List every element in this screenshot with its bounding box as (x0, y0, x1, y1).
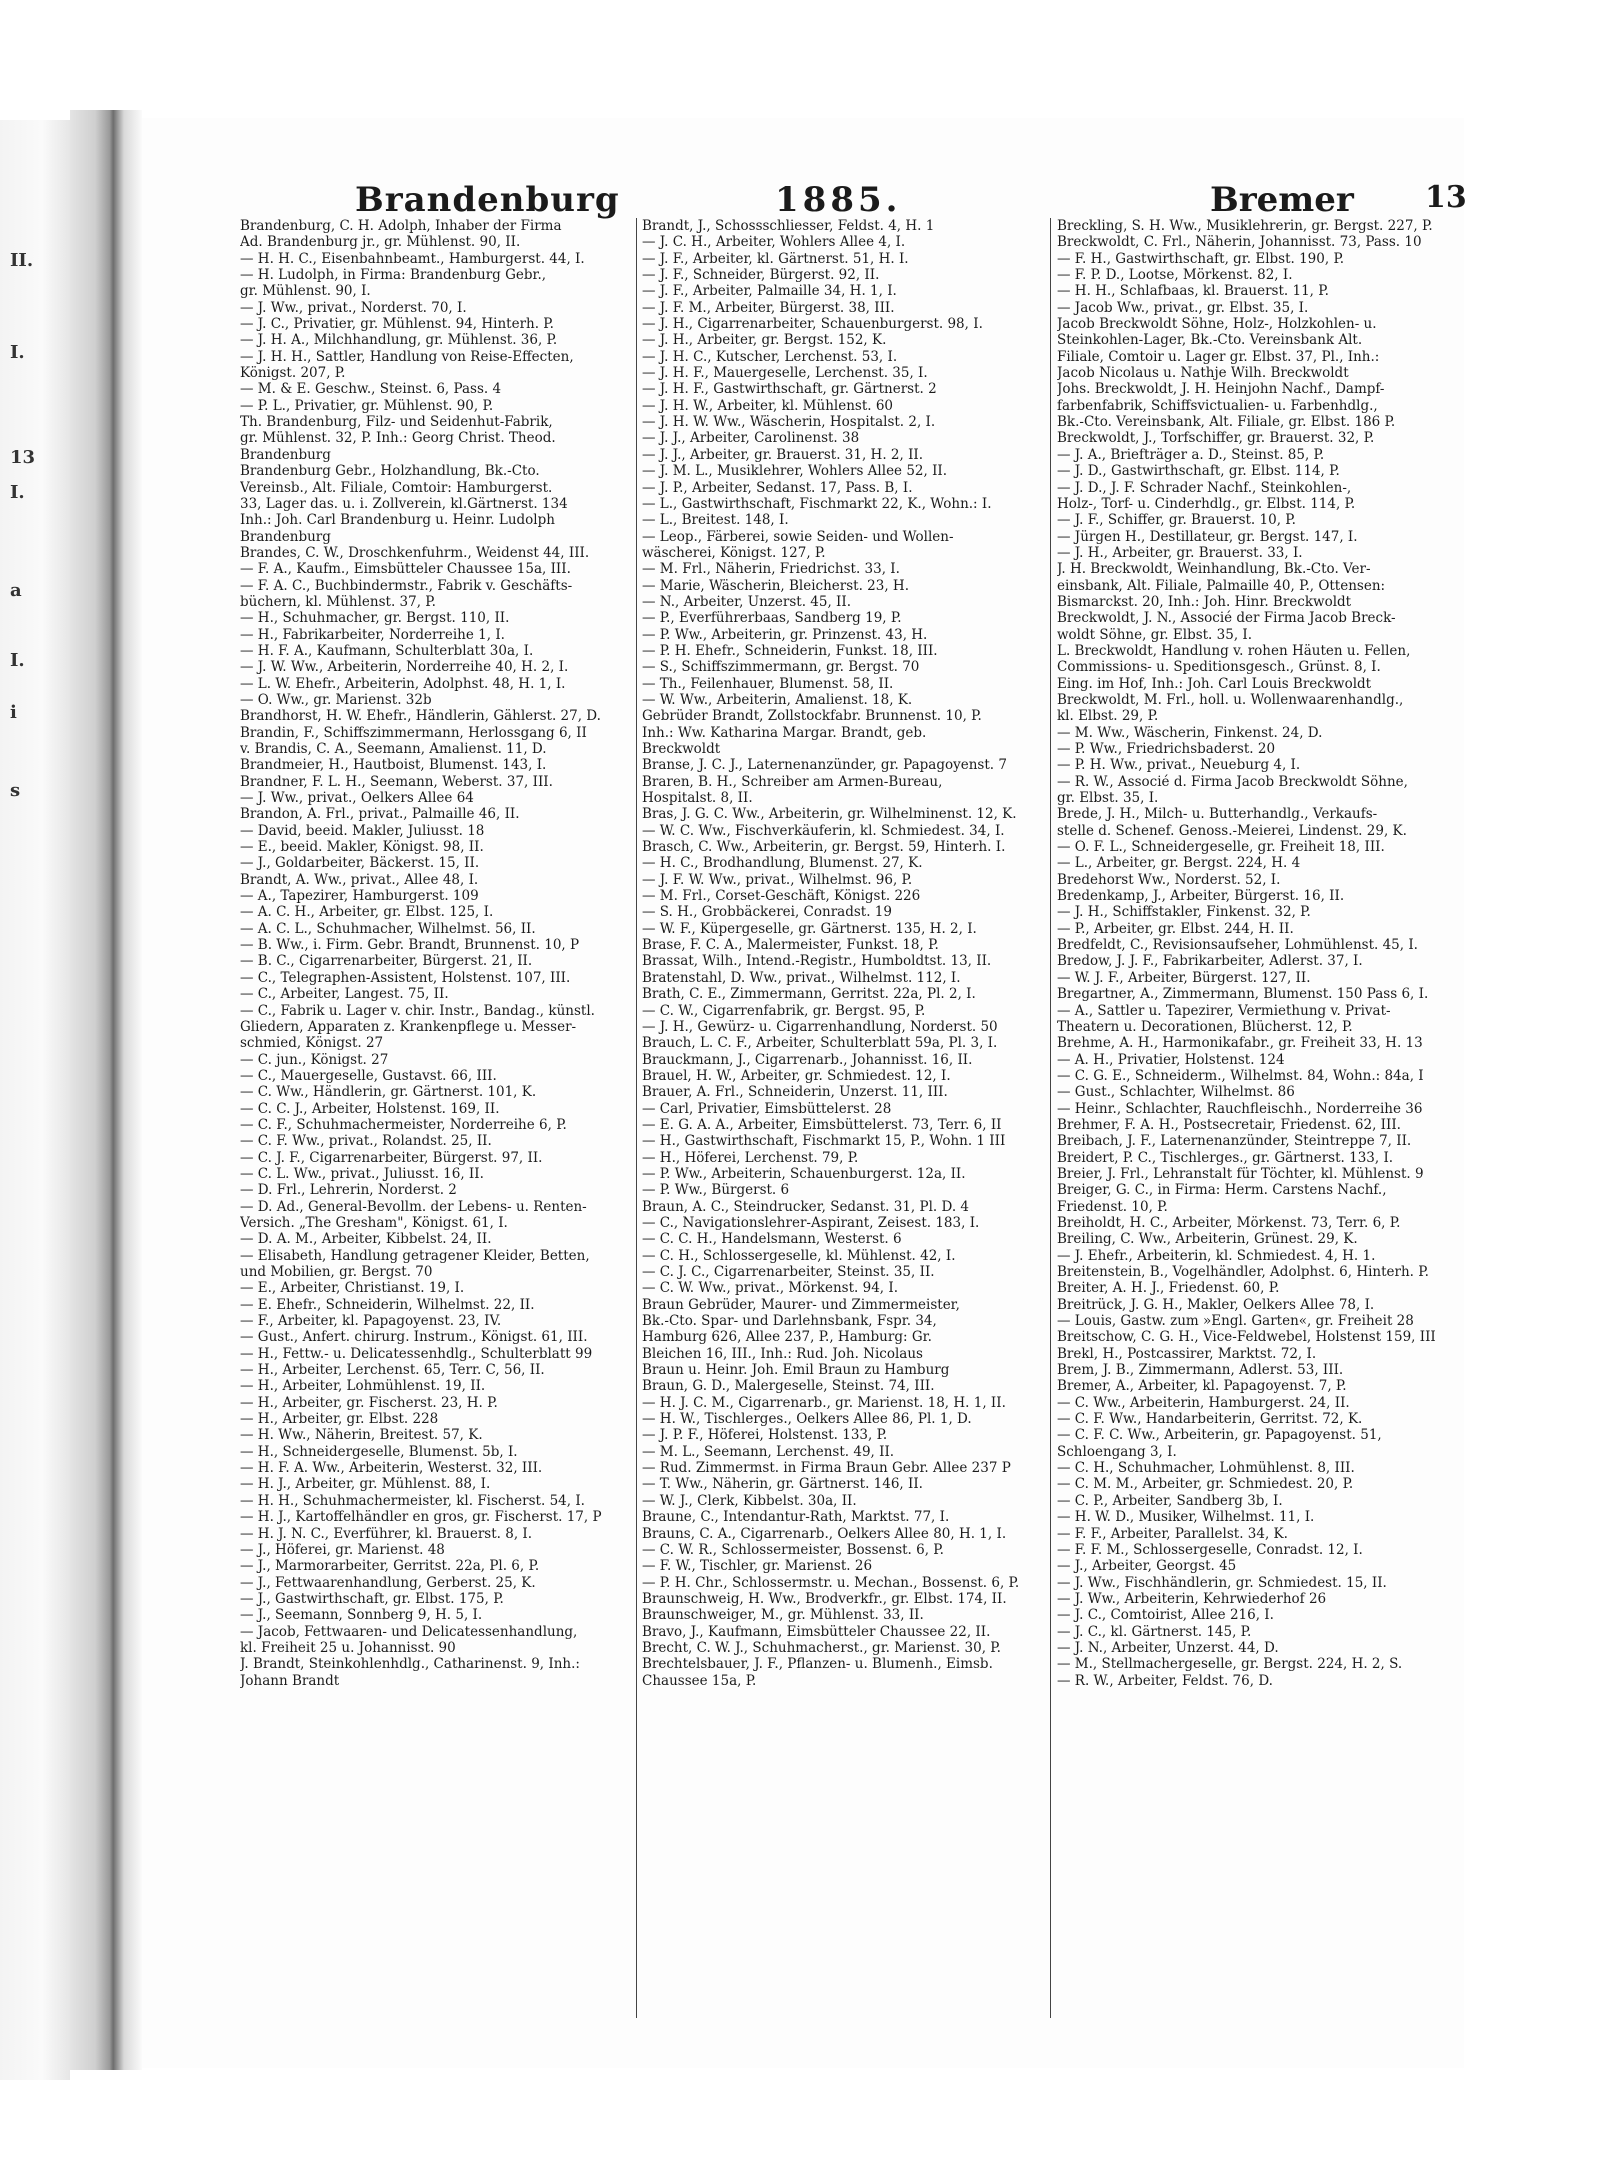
directory-line: — Louis, Gastw. zum »Engl. Garten«, gr. Freiheit 28 (1057, 1313, 1414, 1330)
directory-line: — C. C. J., Arbeiter, Holstenst. 169, II. (240, 1100, 500, 1117)
directory-line: Holz-, Torf- u. Cinderhdlg., gr. Elbst. 114, P. (1057, 495, 1356, 512)
directory-line: — J., Gastwirthschaft, gr. Elbst. 175, P. (240, 1590, 504, 1607)
directory-line: Eing. im Hof, Inh.: Joh. Carl Louis Breckwoldt (1057, 675, 1372, 692)
directory-line: — H. J., Arbeiter, gr. Mühlenst. 88, I. (240, 1476, 491, 1493)
directory-line: Breibach, J. F., Laternenanzünder, Steintreppe 7, II. (1057, 1133, 1412, 1150)
directory-line: — J. H., Arbeiter, gr. Brauerst. 33, I. (1057, 544, 1303, 561)
directory-line: L. Breckwoldt, Handlung v. rohen Häuten u. Fellen, (1057, 642, 1411, 659)
directory-line: — J. H. F., Gastwirthschaft, gr. Gärtnerst. 2 (642, 381, 937, 398)
directory-line: — J. H. H., Sattler, Handlung von Reise-Effecten, (240, 348, 574, 365)
directory-line: — C. Ww., Händlerin, gr. Gärtnerst. 101, K. (240, 1084, 537, 1101)
directory-line: Breier, J. Frl., Lehranstalt für Töchter, kl. Mühlenst. 9 (1057, 1165, 1424, 1182)
directory-line: Bredenkamp, J., Arbeiter, Bürgerst. 16, II. (1057, 888, 1345, 905)
directory-line: — J. C., Privatier, gr. Mühlenst. 94, Hinterh. P. (240, 316, 554, 333)
directory-line: Vereinsb., Alt. Filiale, Comtoir: Hamburgerst. (240, 479, 553, 496)
directory-line: J. H. Breckwoldt, Weinhandlung, Bk.-Cto. Ver- (1057, 561, 1371, 578)
directory-line: — P. Ww., Friedrichsbaderst. 20 (1057, 741, 1276, 757)
directory-line: — H. H., Schuhmachermeister, kl. Fischerst. 54, I. (240, 1492, 585, 1509)
column-divider (636, 218, 637, 2018)
directory-line: — H. H., Schlafbaas, kl. Brauerst. 11, P. (1057, 283, 1329, 300)
directory-line: Brandes, C. W., Droschkenfuhrm., Weidenst 44, III. (240, 544, 590, 561)
directory-line: — J., Goldarbeiter, Bäckerst. 15, II. (240, 855, 480, 872)
directory-line: — C. G. E., Schneiderm., Wilhelmst. 84, Wohn.: 84a, I (1057, 1067, 1424, 1084)
directory-line: Brekl, H., Postcassirer, Marktst. 72, I. (1057, 1345, 1317, 1362)
directory-line: Brehmer, F. A. H., Postsecretair, Friedenst. 62, III. (1057, 1116, 1401, 1133)
directory-line: Breiger, G. C., in Firma: Herm. Carstens Nachf., (1057, 1182, 1387, 1199)
directory-line: Brandmeier, H., Hautboist, Blumenst. 143, I. (240, 757, 547, 774)
directory-line: — H. H. C., Eisenbahnbeamt., Hamburgerst. 44, I. (240, 250, 585, 267)
directory-line: — P., Arbeiter, gr. Elbst. 244, H. II. (1057, 920, 1294, 937)
directory-line: — J. F., Schiffer, gr. Brauerst. 10, P. (1057, 512, 1296, 529)
directory-line: — J. C., Comtoirist, Allee 216, I. (1057, 1607, 1274, 1624)
directory-line: — P. H. Ehefr., Schneiderin, Funkst. 18, III. (642, 642, 938, 659)
margin-mark: a (10, 580, 22, 601)
directory-line: Brehme, A. H., Harmonikafabr., gr. Freiheit 33, H. 13 (1057, 1035, 1423, 1052)
directory-line: Breitschow, C. G. H., Vice-Feldwebel, Holstenst 159, III (1057, 1329, 1436, 1346)
directory-line: Branse, J. C. J., Laternenanzünder, gr. Papagoyenst. 7 (642, 757, 1007, 774)
directory-line: Brandenburg (240, 528, 331, 545)
directory-line: gr. Mühlenst. 90, I. (240, 283, 371, 300)
directory-line: schmied, Königst. 27 (240, 1035, 384, 1052)
directory-line: wäscherei, Königst. 127, P. (642, 544, 826, 561)
directory-line: Johann Brandt (240, 1672, 340, 1689)
directory-line: — J., Fettwaarenhandlung, Gerberst. 25, K. (240, 1574, 536, 1591)
directory-line: Brauer, A. Frl., Schneiderin, Unzerst. 11, III. (642, 1084, 948, 1101)
directory-line: — A., Sattler u. Tapezirer, Vermiethung v. Privat- (1057, 1002, 1391, 1019)
directory-line: — J. H., Cigarrenarbeiter, Schauenburgerst. 98, I. (642, 316, 983, 333)
directory-line: — H., Gastwirthschaft, Fischmarkt 15, P., Wohn. 1 III (642, 1133, 1006, 1150)
directory-line: — J. H. C., Kutscher, Lerchenst. 53, I. (642, 348, 898, 365)
directory-line: — J. Ehefr., Arbeiterin, kl. Schmiedest. 4, H. 1. (1057, 1247, 1376, 1264)
directory-line: — C., Telegraphen-Assistent, Holstenst. 107, III. (240, 969, 571, 986)
directory-line: — J. J., Arbeiter, gr. Brauerst. 31, H. 2, II. (642, 446, 924, 463)
directory-line: Brechtelsbauer, J. F., Pflanzen- u. Blumenh., Eimsb. (642, 1656, 993, 1673)
directory-line: — H. F. A., Kaufmann, Schulterblatt 30a, I. (240, 642, 534, 659)
directory-line: — Jacob, Fettwaaren- und Delicatessenhandlung, (240, 1623, 578, 1640)
directory-line: Bk.-Cto. Vereinsbank, Alt. Filiale, gr. Elbst. 186 P. (1057, 414, 1396, 431)
directory-line: Bregartner, A., Zimmermann, Blumenst. 150 Pass 6, I. (1057, 986, 1429, 1003)
directory-line: Breiter, A. H. J., Friedenst. 60, P. (1057, 1280, 1280, 1297)
directory-line: — F. F., Arbeiter, Parallelst. 34, K. (1057, 1525, 1288, 1542)
directory-line: — E., beeid. Makler, Königst. 98, II. (240, 839, 484, 856)
directory-line: Bismarckst. 20, Inh.: Joh. Hinr. Breckwoldt (1057, 593, 1352, 610)
directory-line: — David, beeid. Makler, Juliusst. 18 (240, 822, 485, 839)
directory-line: — H. Ww., Näherin, Breitest. 57, K. (240, 1427, 483, 1444)
directory-line: — J. H. A., Milchhandlung, gr. Mühlenst. 36, P. (240, 332, 558, 349)
directory-line: — C., Mauergeselle, Gustavst. 66, III. (240, 1067, 497, 1084)
directory-line: und Mobilien, gr. Bergst. 70 (240, 1264, 433, 1280)
directory-line: — L., Gastwirthschaft, Fischmarkt 22, K., Wohn.: I. (642, 495, 992, 512)
directory-line: — F. P. D., Lootse, Mörkenst. 82, I. (1057, 267, 1293, 284)
directory-line: — C. F. Ww., Handarbeiterin, Gerritst. 72, K. (1057, 1411, 1363, 1428)
directory-line: — J. M. L., Musiklehrer, Wohlers Allee 52, II. (642, 463, 948, 480)
directory-line: — A. H., Privatier, Holstenst. 124 (1057, 1051, 1285, 1068)
directory-line: Brem, J. B., Zimmermann, Adlerst. 53, III. (1057, 1362, 1344, 1379)
directory-line: — T. Ww., Näherin, gr. Gärtnerst. 146, II. (642, 1476, 923, 1493)
directory-line: Braren, B. H., Schreiber am Armen-Bureau, (642, 773, 943, 790)
directory-line: — P. H. Chr., Schlossermstr. u. Mechan., Bossenst. 6, P. (642, 1574, 1020, 1591)
directory-line: Brauns, C. A., Cigarrenarb., Oelkers Allee 80, H. 1, I. (642, 1525, 1007, 1542)
directory-line: — O. F. L., Schneidergeselle, gr. Freiheit 18, III. (1057, 839, 1385, 856)
directory-line: Ad. Brandenburg jr., gr. Mühlenst. 90, II. (240, 234, 521, 251)
directory-line: Brandner, F. L. H., Seemann, Weberst. 37, III. (240, 773, 553, 790)
directory-line: — C. J. C., Cigarrenarbeiter, Steinst. 35, II. (642, 1264, 935, 1280)
directory-line: — H. J. C. M., Cigarrenarb., gr. Marienst. 18, H. 1, II. (642, 1394, 1006, 1411)
page-header (235, 180, 1467, 220)
directory-line: — Gust., Anfert. chirurg. Instrum., Königst. 61, III. (240, 1329, 588, 1346)
directory-line: — P. Ww., Arbeiterin, gr. Prinzenst. 43, H. (642, 626, 928, 643)
directory-line: — W. J., Clerk, Kibbelst. 30a, II. (642, 1492, 857, 1509)
directory-line: — A. C. L., Schuhmacher, Wilhelmst. 56, II. (240, 920, 536, 937)
directory-line: Theatern u. Decorationen, Blücherst. 12, P. (1057, 1018, 1353, 1035)
directory-line: — F. A. C., Buchbindermstr., Fabrik v. Geschäfts- (240, 577, 573, 594)
directory-line: Brandenburg (240, 446, 331, 463)
directory-line: Breckwoldt (642, 741, 721, 757)
directory-line: — E. G. A. A., Arbeiter, Eimsbüttelerst. 73, Terr. 6, II (642, 1116, 1002, 1133)
directory-line: Breckling, S. H. Ww., Musiklehrerin, gr. Bergst. 227, P. (1057, 218, 1433, 234)
directory-line: — L. W. Ehefr., Arbeiterin, Adolphst. 48, H. 1, I. (240, 675, 566, 692)
directory-line: — W. Ww., Arbeiterin, Amalienst. 18, K. (642, 691, 913, 708)
directory-line: — P., Everführerbaas, Sandberg 19, P. (642, 610, 902, 627)
directory-line: — H., Fettw.- u. Delicatessenhdlg., Schulterblatt 99 (240, 1345, 593, 1362)
directory-line: — H. W. D., Musiker, Wilhelmst. 11, I. (1057, 1509, 1315, 1526)
directory-line: — J. Ww., privat., Oelkers Allee 64 (240, 790, 474, 807)
directory-line: — A., Tapezirer, Hamburgerst. 109 (240, 888, 479, 905)
margin-mark: i (10, 702, 17, 723)
directory-line: — H. J., Kartoffelhändler en gros, gr. Fischerst. 17, P (240, 1509, 602, 1526)
directory-line: — A. C. H., Arbeiter, gr. Elbst. 125, I. (240, 904, 494, 921)
directory-line: — J. P. F., Höferei, Holstenst. 133, P. (642, 1427, 888, 1444)
directory-line: — C. M. M., Arbeiter, gr. Schmiedest. 20, P. (1057, 1476, 1354, 1493)
directory-line: — C. H., Schlossergeselle, kl. Mühlenst. 42, I. (642, 1247, 956, 1264)
directory-line: Brandon, A. Frl., privat., Palmaille 46, II. (240, 806, 520, 823)
directory-line: — B. C., Cigarrenarbeiter, Bürgerst. 21, II. (240, 953, 533, 970)
margin-mark: s (10, 780, 21, 801)
directory-line: — W. F., Küpergeselle, gr. Gärtnerst. 135, H. 2, I. (642, 920, 977, 937)
directory-line: — C., Navigationslehrer-Aspirant, Zeisest. 183, I. (642, 1214, 980, 1231)
directory-line: Braun u. Heinr. Joh. Emil Braun zu Hamburg (642, 1362, 950, 1379)
directory-line: — H., Arbeiter, gr. Fischerst. 23, H. P. (240, 1394, 498, 1411)
directory-line: Brandenburg, C. H. Adolph, Inhaber der Firma (240, 218, 562, 234)
directory-line: — J. H., Arbeiter, gr. Bergst. 152, K. (642, 332, 887, 349)
directory-line: Johs. Breckwoldt, J. H. Heinjohn Nachf., Dampf- (1057, 381, 1385, 398)
directory-line: — C. jun., Königst. 27 (240, 1051, 389, 1068)
directory-line: — J. J., Arbeiter, Carolinenst. 38 (642, 430, 860, 447)
directory-line: Gliedern, Apparaten z. Krankenpflege u. Messer- (240, 1018, 577, 1035)
book-gutter (70, 110, 142, 2070)
directory-line: — R. W., Associé d. Firma Jacob Breckwoldt Söhne, (1057, 773, 1408, 790)
header-year: 1885. (775, 180, 902, 220)
directory-line: — L., Breitest. 148, I. (642, 512, 789, 529)
directory-line: — J., Arbeiter, Georgst. 45 (1057, 1558, 1237, 1575)
directory-line: — J. D., Gastwirthschaft, gr. Elbst. 114, P. (1057, 463, 1340, 480)
directory-line: — J., Seemann, Sonnberg 9, H. 5, I. (240, 1607, 483, 1624)
page-number: 13 (1425, 180, 1467, 215)
directory-line: — W. C. Ww., Fischverkäuferin, kl. Schmiedest. 34, I. (642, 822, 1005, 839)
directory-line: — E. Ehefr., Schneiderin, Wilhelmst. 22, II. (240, 1296, 535, 1313)
directory-line: Commissions- u. Speditionsgesch., Grünst. 8, I. (1057, 659, 1381, 676)
directory-line: Hamburg 626, Allee 237, P., Hamburg: Gr. (642, 1329, 932, 1346)
directory-column-left (240, 218, 635, 1689)
directory-line: Braunschweig, H. Ww., Brodverkfr., gr. Elbst. 174, II. (642, 1590, 1007, 1607)
margin-mark: I. (10, 482, 25, 503)
directory-line: — F., Arbeiter, kl. Papagoyenst. 23, IV. (240, 1313, 502, 1330)
directory-line: Gebrüder Brandt, Zollstockfabr. Brunnenst. 10, P. (642, 708, 982, 725)
directory-line: — M. L., Seemann, Lerchenst. 49, II. (642, 1443, 895, 1460)
directory-line: Brauel, H. W., Arbeiter, gr. Schmiedest. 12, I. (642, 1067, 951, 1084)
directory-line: — J. F., Arbeiter, kl. Gärtnerst. 51, H. I. (642, 250, 909, 267)
directory-line: Breckwoldt, M. Frl., holl. u. Wollenwaarenhandlg., (1057, 691, 1404, 708)
margin-mark: II. (10, 250, 34, 271)
directory-line: Brandt, J., Schossschliesser, Feldst. 4, H. 1 (642, 218, 935, 234)
directory-line: Schloengang 3, I. (1057, 1443, 1177, 1460)
directory-line: Brassat, Wilh., Intend.-Registr., Humboldtst. 13, II. (642, 953, 992, 970)
directory-line: — J. C. H., Arbeiter, Wohlers Allee 4, I. (642, 234, 906, 251)
previous-page-edge (0, 120, 70, 2080)
directory-line: — J. F., Arbeiter, Palmaille 34, H. 1, I. (642, 283, 897, 300)
directory-line: — J. A., Briefträger a. D., Steinst. 85, P. (1057, 446, 1325, 463)
directory-line: Hospitalst. 8, II. (642, 790, 753, 807)
directory-line: Bredow, J. J. F., Fabrikarbeiter, Adlerst. 37, I. (1057, 953, 1363, 970)
directory-line: — C. C. H., Handelsmann, Westerst. 6 (642, 1231, 902, 1248)
directory-line: — O. Ww., gr. Marienst. 32b (240, 691, 432, 708)
directory-line: Bredfeldt, C., Revisionsaufseher, Lohmühlenst. 45, I. (1057, 937, 1418, 954)
directory-line: — P. H. Ww., privat., Neueburg 4, I. (1057, 757, 1301, 774)
directory-line: — M. & E. Geschw., Steinst. 6, Pass. 4 (240, 381, 502, 398)
directory-line: — Jacob Ww., privat., gr. Elbst. 35, I. (1057, 299, 1309, 316)
directory-line: Bras, J. G. C. Ww., Arbeiterin, gr. Wilhelminenst. 12, K. (642, 806, 1017, 823)
directory-line: Bredehorst Ww., Norderst. 52, I. (1057, 871, 1281, 888)
directory-line: — J. Ww., privat., Norderst. 70, I. (240, 299, 467, 316)
directory-line: — J. D., J. F. Schrader Nachf., Steinkohlen-, (1057, 479, 1352, 496)
directory-line: büchern, kl. Mühlenst. 37, P. (240, 593, 436, 610)
directory-line: — Elisabeth, Handlung getragener Kleider, Betten, (240, 1247, 590, 1264)
directory-line: — H., Arbeiter, Lohmühlenst. 19, II. (240, 1378, 486, 1395)
directory-line: — Leop., Färberei, sowie Seiden- und Wollen- (642, 528, 954, 545)
margin-mark: I. (10, 342, 25, 363)
directory-line: Breitenstein, B., Vogelhändler, Adolphst. 6, Hinterh. P. (1057, 1264, 1429, 1280)
directory-line: — Marie, Wäscherin, Bleicherst. 23, H. (642, 577, 909, 594)
directory-line: Steinkohlen-Lager, Bk.-Cto. Vereinsbank Alt. (1057, 332, 1363, 349)
directory-line: Braun, G. D., Malergeselle, Steinst. 74, III. (642, 1378, 935, 1395)
directory-line: Inh.: Joh. Carl Brandenburg u. Heinr. Ludolph (240, 512, 555, 529)
directory-line: Bravo, J., Kaufmann, Eimsbütteler Chaussee 22, II. (642, 1623, 991, 1640)
directory-line: — H. W., Tischlerges., Oelkers Allee 86, Pl. 1, D. (642, 1411, 972, 1428)
directory-line: — J. F. W. Ww., privat., Wilhelmst. 96, P. (642, 871, 913, 888)
directory-line: — H., Arbeiter, gr. Elbst. 228 (240, 1411, 439, 1428)
directory-line: Breidert, P. C., Tischlerges., gr. Gärtnerst. 133, I. (1057, 1149, 1394, 1166)
directory-line: — D. Ad., General-Bevollm. der Lebens- u. Renten- (240, 1198, 587, 1215)
directory-line: Versich. „The Gresham", Königst. 61, I. (240, 1214, 508, 1231)
directory-line: — J. Ww., Fischhändlerin, gr. Schmiedest. 15, II. (1057, 1574, 1387, 1591)
directory-line: Brase, F. C. A., Malermeister, Funkst. 18, P. (642, 937, 939, 954)
directory-line: farbenfabrik, Schiffsvictualien- u. Farbenhdlg., (1057, 397, 1378, 414)
directory-line: — J. Ww., Arbeiterin, Kehrwiederhof 26 (1057, 1590, 1327, 1607)
directory-line: Braunschweiger, M., gr. Mühlenst. 33, II. (642, 1607, 924, 1624)
directory-line: Braun, A. C., Steindrucker, Sedanst. 31, Pl. D. 4 (642, 1198, 970, 1215)
directory-line: — H. C., Brodhandlung, Blumenst. 27, K. (642, 855, 923, 872)
directory-line: — M. Frl., Corset-Geschäft, Königst. 226 (642, 888, 921, 905)
directory-line: Chaussee 15a, P. (642, 1672, 757, 1689)
directory-line: Breckwoldt, J. N., Associé der Firma Jacob Breck- (1057, 610, 1396, 627)
directory-line: Th. Brandenburg, Filz- und Seidenhut-Fabrik, (240, 414, 553, 431)
directory-line: — J. C., kl. Gärtnerst. 145, P. (1057, 1623, 1252, 1640)
directory-line: Braune, C., Intendantur-Rath, Marktst. 77, I. (642, 1509, 950, 1526)
directory-line: — H., Schuhmacher, gr. Bergst. 110, II. (240, 610, 510, 627)
directory-line: — H., Höferei, Lerchenst. 79, P. (642, 1149, 859, 1166)
directory-line: Brath, C. E., Zimmermann, Gerritst. 22a, Pl. 2, I. (642, 986, 976, 1003)
directory-line: — H., Arbeiter, Lerchenst. 65, Terr. C, 56, II. (240, 1362, 545, 1379)
directory-line: Breiholdt, H. C., Arbeiter, Mörkenst. 73, Terr. 6, P. (1057, 1214, 1401, 1231)
directory-line: — Carl, Privatier, Eimsbüttelerst. 28 (642, 1100, 892, 1117)
directory-line: — J., Marmorarbeiter, Gerritst. 22a, Pl. 6, P. (240, 1558, 540, 1575)
directory-line: — M. Ww., Wäscherin, Finkenst. 24, D. (1057, 724, 1323, 741)
directory-line: — C. F. Ww., privat., Rolandst. 25, II. (240, 1133, 492, 1150)
directory-line: — L., Arbeiter, gr. Bergst. 224, H. 4 (1057, 855, 1301, 872)
directory-line: — F. H., Gastwirthschaft, gr. Elbst. 190, P. (1057, 250, 1345, 267)
directory-line: — F. A., Kaufm., Eimsbütteler Chaussee 15a, III. (240, 561, 571, 578)
directory-line: — H. Ludolph, in Firma: Brandenburg Gebr., (240, 267, 547, 284)
directory-line: — R. W., Arbeiter, Feldst. 76, D. (1057, 1672, 1273, 1689)
directory-line: — C. P., Arbeiter, Sandberg 3b, I. (1057, 1492, 1283, 1509)
directory-line: — P. L., Privatier, gr. Mühlenst. 90, P. (240, 397, 494, 414)
header-last-entry: Bremer (1210, 180, 1354, 220)
directory-line: Breckwoldt, J., Torfschiffer, gr. Brauerst. 32, P. (1057, 430, 1375, 447)
directory-line: — S., Schiffszimmermann, gr. Bergst. 70 (642, 659, 920, 676)
directory-line: Breckwoldt, C. Frl., Näherin, Johannisst. 73, Pass. 10 (1057, 234, 1422, 251)
directory-line: — C. W., Cigarrenfabrik, gr. Bergst. 95, P. (642, 1002, 926, 1019)
directory-line: Brauch, L. C. F., Arbeiter, Schulterblatt 59a, Pl. 3, I. (642, 1035, 998, 1052)
directory-line: — Th., Feilenhauer, Blumenst. 58, II. (642, 675, 894, 692)
directory-line: einsbank, Alt. Filiale, Palmaille 40, P., Ottensen: (1057, 577, 1386, 594)
directory-line: Brasch, C. Ww., Arbeiterin, gr. Bergst. 59, Hinterh. I. (642, 839, 1006, 856)
directory-line: — C. F. C. Ww., Arbeiterin, gr. Papagoyenst. 51, (1057, 1427, 1382, 1444)
directory-line: — H. J. N. C., Everführer, kl. Brauerst. 8, I. (240, 1525, 533, 1542)
directory-line: gr. Mühlenst. 32, P. Inh.: Georg Christ. Theod. (240, 430, 556, 447)
directory-line: — D. Frl., Lehrerin, Norderst. 2 (240, 1182, 457, 1199)
directory-line: — E., Arbeiter, Christianst. 19, I. (240, 1280, 465, 1297)
directory-line: Brandt, A. Ww., privat., Allee 48, I. (240, 871, 479, 888)
directory-line: — C., Arbeiter, Langest. 75, II. (240, 986, 449, 1003)
directory-line: Jacob Nicolaus u. Nathje Wilh. Breckwoldt (1057, 365, 1349, 382)
directory-line: — F. F. M., Schlossergeselle, Conradst. 12, I. (1057, 1541, 1363, 1558)
header-first-entry: Brandenburg (355, 180, 620, 220)
directory-line: Breitrück, J. G. H., Makler, Oelkers Allee 78, I. (1057, 1296, 1375, 1313)
directory-line: — C. W. Ww., privat., Mörkenst. 94, I. (642, 1280, 898, 1297)
directory-line: Bratenstahl, D. Ww., privat., Wilhelmst. 112, I. (642, 969, 961, 986)
directory-line: kl. Freiheit 25 u. Johannisst. 90 (240, 1639, 456, 1656)
directory-column-middle (642, 218, 1044, 1689)
directory-line: woldt Söhne, gr. Elbst. 35, I. (1057, 626, 1253, 643)
directory-line: — C. W. R., Schlossermeister, Bossenst. 6, P. (642, 1541, 944, 1558)
directory-column-right (1057, 218, 1462, 1689)
directory-line: — J. N., Arbeiter, Unzerst. 44, D. (1057, 1639, 1279, 1656)
directory-line: — J. W. Ww., Arbeiterin, Norderreihe 40, H. 2, I. (240, 659, 569, 676)
directory-line: — C. L. Ww., privat., Juliusst. 16, II. (240, 1165, 484, 1182)
directory-line: — J. H., Gewürz- u. Cigarrenhandlung, Norderst. 50 (642, 1018, 998, 1035)
directory-line: — C., Fabrik u. Lager v. chir. Instr., Bandag., künstl. (240, 1002, 595, 1019)
directory-line: Jacob Breckwoldt Söhne, Holz-, Holzkohlen- u. (1057, 316, 1377, 333)
directory-line: stelle d. Schenef. Genoss.-Meierei, Lindenst. 29, K. (1057, 822, 1407, 839)
directory-line: — Rud. Zimmermst. in Firma Braun Gebr. Allee 237 P (642, 1460, 1011, 1477)
directory-line: — S. H., Grobbäckerei, Conradst. 19 (642, 904, 892, 921)
directory-line: — J. H. W., Arbeiter, kl. Mühlenst. 60 (642, 397, 894, 414)
directory-line: — C. Ww., Arbeiterin, Hamburgerst. 24, II. (1057, 1394, 1350, 1411)
directory-line: — C. J. F., Cigarrenarbeiter, Bürgerst. 97, II. (240, 1149, 543, 1166)
directory-line: — J. F. M., Arbeiter, Bürgerst. 38, III. (642, 299, 895, 316)
directory-line: — C. H., Schuhmacher, Lohmühlenst. 8, III. (1057, 1460, 1355, 1477)
directory-line: — H., Fabrikarbeiter, Norderreihe 1, I. (240, 626, 505, 643)
directory-line: — J. H. F., Mauergeselle, Lerchenst. 35, I. (642, 365, 928, 382)
directory-line: — P. Ww., Bürgerst. 6 (642, 1182, 790, 1199)
directory-line: Breiling, C. Ww., Arbeiterin, Grünest. 29, K. (1057, 1231, 1358, 1248)
directory-line: — W. J. F., Arbeiter, Bürgerst. 127, II. (1057, 969, 1311, 986)
directory-line: Bleichen 16, III., Inh.: Rud. Joh. Nicolaus (642, 1345, 923, 1362)
directory-line: — D. A. M., Arbeiter, Kibbelst. 24, II. (240, 1231, 492, 1248)
directory-line: Brauckmann, J., Cigarrenarb., Johannisst. 16, II. (642, 1051, 973, 1068)
directory-line: — B. Ww., i. Firm. Gebr. Brandt, Brunnenst. 10, P (240, 937, 580, 954)
directory-line: Filiale, Comtoir u. Lager gr. Elbst. 37, Pl., Inh.: (1057, 348, 1380, 365)
directory-line: — H., Schneidergeselle, Blumenst. 5b, I. (240, 1443, 518, 1460)
directory-line: v. Brandis, C. A., Seemann, Amalienst. 11, D. (240, 741, 547, 757)
directory-line: Brede, J. H., Milch- u. Butterhandlg., Verkaufs- (1057, 806, 1378, 823)
directory-line: — J. F., Schneider, Bürgerst. 92, II. (642, 267, 880, 284)
directory-line: Brandenburg Gebr., Holzhandlung, Bk.-Cto. (240, 463, 540, 480)
directory-line: — N., Arbeiter, Unzerst. 45, II. (642, 593, 852, 610)
directory-line: — M. Frl., Näherin, Friedrichst. 33, I. (642, 561, 900, 578)
directory-line: Brandhorst, H. W. Ehefr., Händlerin, Gählerst. 27, D. (240, 708, 601, 725)
directory-line: Königst. 207, P. (240, 365, 346, 382)
directory-line: — J. P., Arbeiter, Sedanst. 17, Pass. B, I. (642, 479, 913, 496)
margin-mark: I. (10, 650, 25, 671)
directory-line: — Gust., Schlachter, Wilhelmst. 86 (1057, 1084, 1295, 1101)
directory-line: Brecht, C. W. J., Schuhmacherst., gr. Marienst. 30, P. (642, 1639, 1001, 1656)
directory-line: Braun Gebrüder, Maurer- und Zimmermeister, (642, 1296, 960, 1313)
margin-mark: 13 (10, 447, 36, 468)
directory-line: — C. F., Schuhmachermeister, Norderreihe 6, P. (240, 1116, 567, 1133)
directory-line: — M., Stellmachergeselle, gr. Bergst. 224, H. 2, S. (1057, 1656, 1403, 1673)
directory-line: — Heinr., Schlachter, Rauchfleischh., Norderreihe 36 (1057, 1100, 1423, 1117)
directory-line: — Jürgen H., Destillateur, gr. Bergst. 147, I. (1057, 528, 1358, 545)
directory-line: — H. F. A. Ww., Arbeiterin, Westerst. 32, III. (240, 1460, 543, 1477)
directory-line: Brandin, F., Schiffszimmermann, Herlossgang 6, II (240, 724, 587, 741)
column-divider (1050, 218, 1051, 2018)
directory-line: Friedenst. 10, P. (1057, 1198, 1168, 1215)
directory-line: — J. H. W. Ww., Wäscherin, Hospitalst. 2, I. (642, 414, 936, 431)
directory-line: J. Brandt, Steinkohlenhdlg., Catharinenst. 9, Inh.: (240, 1656, 580, 1673)
directory-line: gr. Elbst. 35, I. (1057, 790, 1159, 807)
directory-line: 33, Lager das. u. i. Zollverein, kl.Gärtnerst. 134 (240, 495, 568, 512)
directory-line: — F. W., Tischler, gr. Marienst. 26 (642, 1558, 873, 1575)
directory-line: kl. Elbst. 29, P. (1057, 708, 1159, 725)
directory-line: — J. H., Schiffstakler, Finkenst. 32, P. (1057, 904, 1311, 921)
directory-line: — P. Ww., Arbeiterin, Schauenburgerst. 12a, II. (642, 1165, 966, 1182)
directory-line: Inh.: Ww. Katharina Margar. Brandt, geb. (642, 724, 927, 741)
directory-line: Bk.-Cto. Spar- und Darlehnsbank, Fspr. 34, (642, 1313, 937, 1330)
directory-line: Bremer, A., Arbeiter, kl. Papagoyenst. 7, P. (1057, 1378, 1347, 1395)
directory-line: — J., Höferei, gr. Marienst. 48 (240, 1541, 445, 1558)
